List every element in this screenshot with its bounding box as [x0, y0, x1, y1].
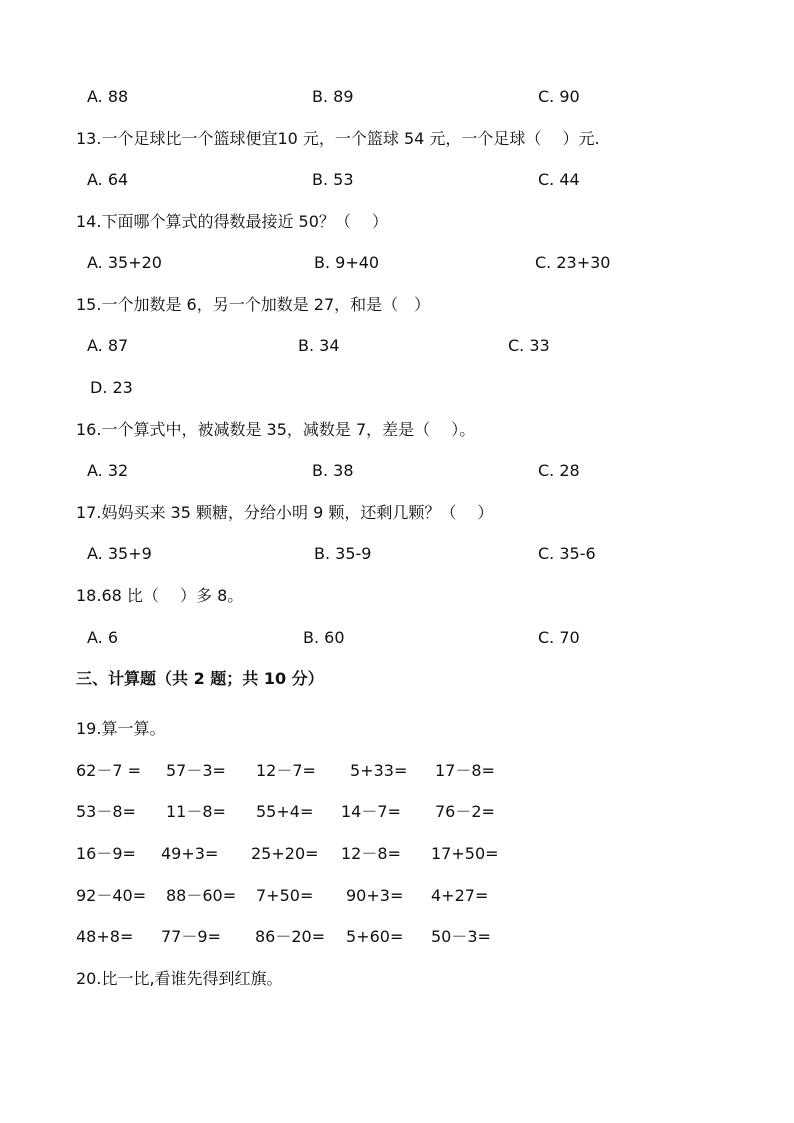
q14-option-a: A. 35+20	[87, 253, 162, 272]
q12-option-a: A. 88	[87, 87, 129, 106]
q19-r3-c2: 49+3=	[161, 844, 219, 863]
q19-r2-c4: 14－7=	[341, 802, 401, 821]
q15-text: 15.一个加数是 6，另一个加数是 27，和是（ ）	[76, 295, 431, 314]
q19-r1-c3: 12－7=	[256, 761, 316, 780]
q17-text: 17.妈妈买来 35 颗糖，分给小明 9 颗，还剩几颗？（ ）	[76, 503, 494, 522]
q17-option-a: A. 35+9	[87, 544, 152, 563]
q19-r5-c4: 5+60=	[346, 927, 404, 946]
q19-r1-c4: 5+33=	[350, 761, 408, 780]
q13-option-a: A. 64	[87, 170, 129, 189]
q19-r2-c1: 53－8=	[76, 802, 136, 821]
q17-option-b: B. 35-9	[314, 544, 372, 563]
q16-option-a: A. 32	[87, 461, 129, 480]
q18-option-a: A. 6	[87, 628, 119, 647]
q19-r4-c5: 4+27=	[431, 886, 489, 905]
q13-option-b: B. 53	[312, 170, 354, 189]
q17-option-c: C. 35-6	[538, 544, 596, 563]
q16-option-b: B. 38	[312, 461, 354, 480]
q18-option-c: C. 70	[538, 628, 580, 647]
q18-text: 18.68 比（ ）多 8。	[76, 586, 244, 605]
q19-r3-c3: 25+20=	[251, 844, 319, 863]
q19-r1-c2: 57－3=	[166, 761, 226, 780]
q19-r3-c4: 12－8=	[341, 844, 401, 863]
q14-text: 14.下面哪个算式的得数最接近 50？（ ）	[76, 212, 388, 231]
q12-option-c: C. 90	[538, 87, 580, 106]
q19-r2-c2: 11－8=	[166, 802, 226, 821]
q19-r2-c5: 76－2=	[435, 802, 495, 821]
q19-r5-c3: 86－20=	[255, 927, 326, 946]
q19-r1-c5: 17－8=	[435, 761, 495, 780]
q19-r4-c4: 90+3=	[346, 886, 404, 905]
q13-option-c: C. 44	[538, 170, 580, 189]
q16-option-c: C. 28	[538, 461, 580, 480]
q19-r3-c1: 16－9=	[76, 844, 136, 863]
q18-option-b: B. 60	[303, 628, 345, 647]
q15-option-d: D. 23	[90, 378, 133, 397]
q19-text: 19.算一算。	[76, 719, 166, 738]
q20-text: 20.比一比,看谁先得到红旗。	[76, 969, 283, 988]
q15-option-c: C. 33	[508, 336, 550, 355]
q19-r4-c2: 88－60=	[166, 886, 237, 905]
q19-r1-c1: 62－7 =	[76, 761, 142, 780]
q19-r5-c5: 50－3=	[431, 927, 491, 946]
q15-option-b: B. 34	[298, 336, 340, 355]
q16-text: 16.一个算式中，被减数是 35，减数是 7，差是（ ）。	[76, 420, 476, 439]
q14-option-c: C. 23+30	[535, 253, 611, 272]
q19-r3-c5: 17+50=	[431, 844, 499, 863]
q19-r5-c1: 48+8=	[76, 927, 134, 946]
q14-option-b: B. 9+40	[314, 253, 380, 272]
q13-text: 13.一个足球比一个篮球便宜10 元，一个篮球 54 元，一个足球（ ）元.	[76, 129, 600, 148]
q19-r4-c1: 92－40=	[76, 886, 147, 905]
q19-r4-c3: 7+50=	[256, 886, 314, 905]
q15-option-a: A. 87	[87, 336, 129, 355]
q12-option-b: B. 89	[312, 87, 354, 106]
q19-r2-c3: 55+4=	[256, 802, 314, 821]
section-heading: 三、计算题（共 2 题；共 10 分）	[76, 669, 324, 688]
q19-r5-c2: 77－9=	[161, 927, 221, 946]
